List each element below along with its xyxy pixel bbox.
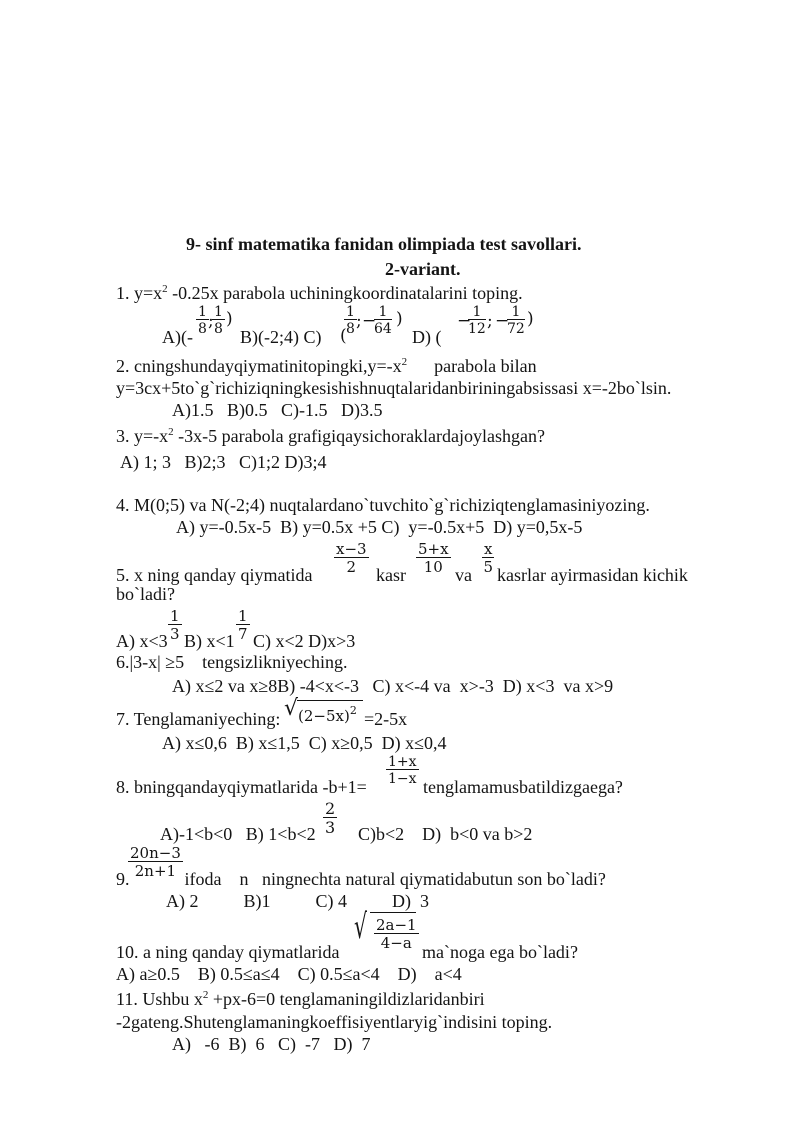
q1-optD-minus2: − bbox=[495, 311, 510, 331]
q1-text bbox=[116, 284, 523, 302]
q5-optA-frac bbox=[168, 609, 182, 642]
q5-kasr: kasr bbox=[376, 565, 406, 585]
q1-text-a: 1. y=x bbox=[116, 283, 163, 303]
q11-text-a: 11. Ushbu x bbox=[116, 989, 203, 1009]
q11-options: A) -6 B) 6 C) -7 D) 7 bbox=[172, 1034, 371, 1054]
q7-exponent: 2 bbox=[349, 704, 357, 717]
q2-options: A)1.5 B)0.5 C)-1.5 D)3.5 bbox=[172, 400, 383, 420]
q8-f2-den: 3 bbox=[325, 818, 336, 837]
q5-fraction-2 bbox=[416, 542, 451, 575]
q1-exponent: 2 bbox=[162, 283, 168, 295]
q1-option-d: D) ( bbox=[412, 327, 442, 347]
q9-text: ifoda n ningnechta natural qiymatidabutun son bo`ladi? bbox=[180, 869, 606, 889]
q1-optD-d2: 72 bbox=[507, 321, 525, 337]
q6-text: 6.|3-x| ≥5 tengsizlikniyeching. bbox=[116, 652, 348, 672]
q1-option-a-prefix: A)(- bbox=[162, 327, 193, 347]
q1-optC-n1: 1 bbox=[346, 304, 355, 320]
q10-sqrt-bar bbox=[370, 912, 416, 913]
q11-line1 bbox=[116, 990, 485, 1008]
q1-optD-n1: 1 bbox=[468, 305, 486, 320]
q5-f2-num: 5+x bbox=[418, 540, 449, 558]
q5-f2-den: 10 bbox=[423, 558, 443, 576]
q3-options: A) 1; 3 B)2;3 C)1;2 D)3;4 bbox=[120, 452, 327, 472]
q7-radicand bbox=[298, 705, 357, 724]
q3-exponent: 2 bbox=[168, 426, 174, 438]
q8-fraction bbox=[386, 755, 419, 786]
q7-sqrt-bar bbox=[297, 700, 363, 701]
q5-f3-den: 5 bbox=[483, 558, 493, 576]
q1-optA-n1: 1 bbox=[198, 304, 207, 320]
q5-fraction-1 bbox=[334, 542, 369, 575]
q1-optC-minus: − bbox=[362, 311, 377, 331]
q2-text-a: 2. cningshundayqiymatinitopingki,y=-x bbox=[116, 356, 402, 376]
q3-text-a: 3. y=-x bbox=[116, 426, 169, 446]
variant-label: 2-variant. bbox=[385, 259, 461, 279]
q10-f-den: 4−a bbox=[380, 934, 412, 952]
q2-line2: y=3cx+5to`g`richiziqningkesishishnuqtalaridanbiriningabsissasi x=-2bo`lsin. bbox=[116, 378, 672, 398]
q1-optD-minus1: − bbox=[457, 311, 472, 331]
q5-f1-den: 2 bbox=[346, 558, 357, 576]
q5-text-b: kasrlar ayirmasidan kichik bbox=[497, 565, 688, 585]
q1-optA-frac1 bbox=[196, 305, 209, 336]
q1-optC-semi: ; bbox=[356, 311, 362, 331]
q8-optB-frac bbox=[323, 801, 337, 836]
q6-options: A) x≤2 va x≥8B) -4<x<-3 C) x<-4 va x>-3 D) x<3 va x>9 bbox=[172, 676, 614, 696]
q1-optC-d2: 64 bbox=[374, 321, 392, 337]
q3-text-b: -3x-5 parabola grafigiqaysichoraklardajoylashgan? bbox=[173, 426, 546, 446]
q9-number: 9. bbox=[116, 869, 130, 889]
q8-f-num: 1+x bbox=[388, 754, 417, 770]
q5-f1-num: x−3 bbox=[336, 540, 367, 558]
q5-optB-frac bbox=[236, 609, 250, 642]
q5-f3-num: x bbox=[484, 540, 493, 558]
q5-optA-num: 1 bbox=[170, 607, 180, 625]
q1-optC-rparen: ) bbox=[396, 309, 403, 329]
q2-line1 bbox=[116, 357, 537, 375]
q1-text-b: -0.25x parabola uchiningkoordinatalarini toping. bbox=[167, 283, 523, 303]
q8-f2-num: 2 bbox=[325, 799, 336, 818]
q1-optC-frac2 bbox=[374, 305, 392, 336]
q9-f-den: 2n+1 bbox=[134, 862, 177, 880]
q1-optA-frac2 bbox=[212, 305, 225, 336]
q1-optD-frac2 bbox=[507, 305, 525, 336]
q7-text-a: 7. Tenglamaniyeching: bbox=[116, 709, 281, 729]
q5-optA-den: 3 bbox=[170, 625, 180, 643]
q9-fraction bbox=[128, 846, 183, 879]
page-title: 9- sinf matematika fanidan olimpiada test savollari. bbox=[186, 234, 582, 254]
q1-optD-d1: 12 bbox=[468, 321, 486, 337]
q4-options: A) y=-0.5x-5 B) y=0.5x +5 C) y=-0.5x+5 D) y=0,5x-5 bbox=[176, 517, 583, 537]
q1-optA-rparen: ) bbox=[226, 309, 233, 329]
q1-optA-semi: ; bbox=[208, 311, 214, 331]
q7-text-b: =2-5x bbox=[364, 709, 408, 729]
q7-rad-expr: (2−5x) bbox=[298, 707, 350, 725]
q10-sqrt-sign: √ bbox=[354, 907, 368, 947]
q5-line2: bo`ladi? bbox=[116, 584, 175, 604]
q4-text: 4. M(0;5) va N(-2;4) nuqtalardano`tuvchito`g`richiziqtenglamasiniyozing. bbox=[116, 495, 650, 515]
q1-optA-d1: 8 bbox=[198, 321, 207, 337]
q5-va: va bbox=[455, 565, 472, 585]
q11-text-b: +px-6=0 tenglamaningildizlaridanbiri bbox=[208, 989, 485, 1009]
q7-sqrt-sign: √ bbox=[284, 696, 299, 721]
q8-text-a: 8. bningqandayqiymatlarida -b+1= bbox=[116, 777, 367, 797]
q11-line2: -2gateng.Shutenglamaningkoeffisiyentlaryig`indisini toping. bbox=[116, 1012, 553, 1032]
q9-f-num: 20n−3 bbox=[130, 844, 181, 862]
q1-optD-rparen: ) bbox=[527, 309, 534, 329]
q3-text bbox=[116, 427, 545, 445]
q7-options: A) x≤0,6 B) x≤1,5 C) x≥0,5 D) x≤0,4 bbox=[162, 733, 447, 753]
q5-option-a: A) x<3 bbox=[116, 631, 168, 651]
q8-options-ab: A)-1<b<0 B) 1<b<2 bbox=[160, 824, 316, 844]
q10-text-a: 10. a ning qanday qiymatlarida bbox=[116, 942, 340, 962]
q5-text-a: 5. x ning qanday qiymatida bbox=[116, 565, 313, 585]
q1-optD-frac1 bbox=[468, 305, 486, 336]
q10-fraction bbox=[374, 918, 419, 951]
q5-options-cd: C) x<2 D)x>3 bbox=[253, 631, 356, 651]
q5-optB-den: 7 bbox=[238, 625, 248, 643]
q8-f-den: 1−x bbox=[388, 771, 417, 787]
q1-optA-d2: 8 bbox=[214, 321, 223, 337]
q10-options: A) a≥0.5 B) 0.5≤a≤4 C) 0.5≤a<4 D) a<4 bbox=[116, 964, 462, 984]
q1-optC-d1: 8 bbox=[346, 321, 355, 337]
q10-f-num: 2a−1 bbox=[376, 916, 417, 934]
q9-options: A) 2 B)1 C) 4 D) 3 bbox=[166, 891, 429, 911]
q5-optB-num: 1 bbox=[238, 607, 248, 625]
q1-option-b: B)(-2;4) C) bbox=[240, 327, 322, 347]
q10-text-b: ma`noga ega bo`ladi? bbox=[422, 942, 578, 962]
q1-optC-n2: 1 bbox=[374, 305, 392, 320]
q1-optD-n2: 1 bbox=[507, 305, 525, 320]
q5-option-b: B) x<1 bbox=[184, 631, 235, 651]
q11-exponent: 2 bbox=[202, 989, 209, 1001]
q5-fraction-3 bbox=[482, 542, 494, 575]
q1-optA-n2: 1 bbox=[214, 304, 223, 320]
q8-text-b: tenglamamusbatildizgaega? bbox=[423, 777, 623, 797]
q8-options-cd: C)b<2 D) b<0 va b>2 bbox=[358, 824, 533, 844]
q2-exponent: 2 bbox=[401, 356, 408, 368]
q2-text-b: parabola bilan bbox=[407, 356, 537, 376]
q1-optC-lparen: ( bbox=[340, 326, 347, 346]
q1-optD-semi: ; bbox=[487, 311, 493, 331]
q1-optC-frac1 bbox=[344, 305, 357, 336]
